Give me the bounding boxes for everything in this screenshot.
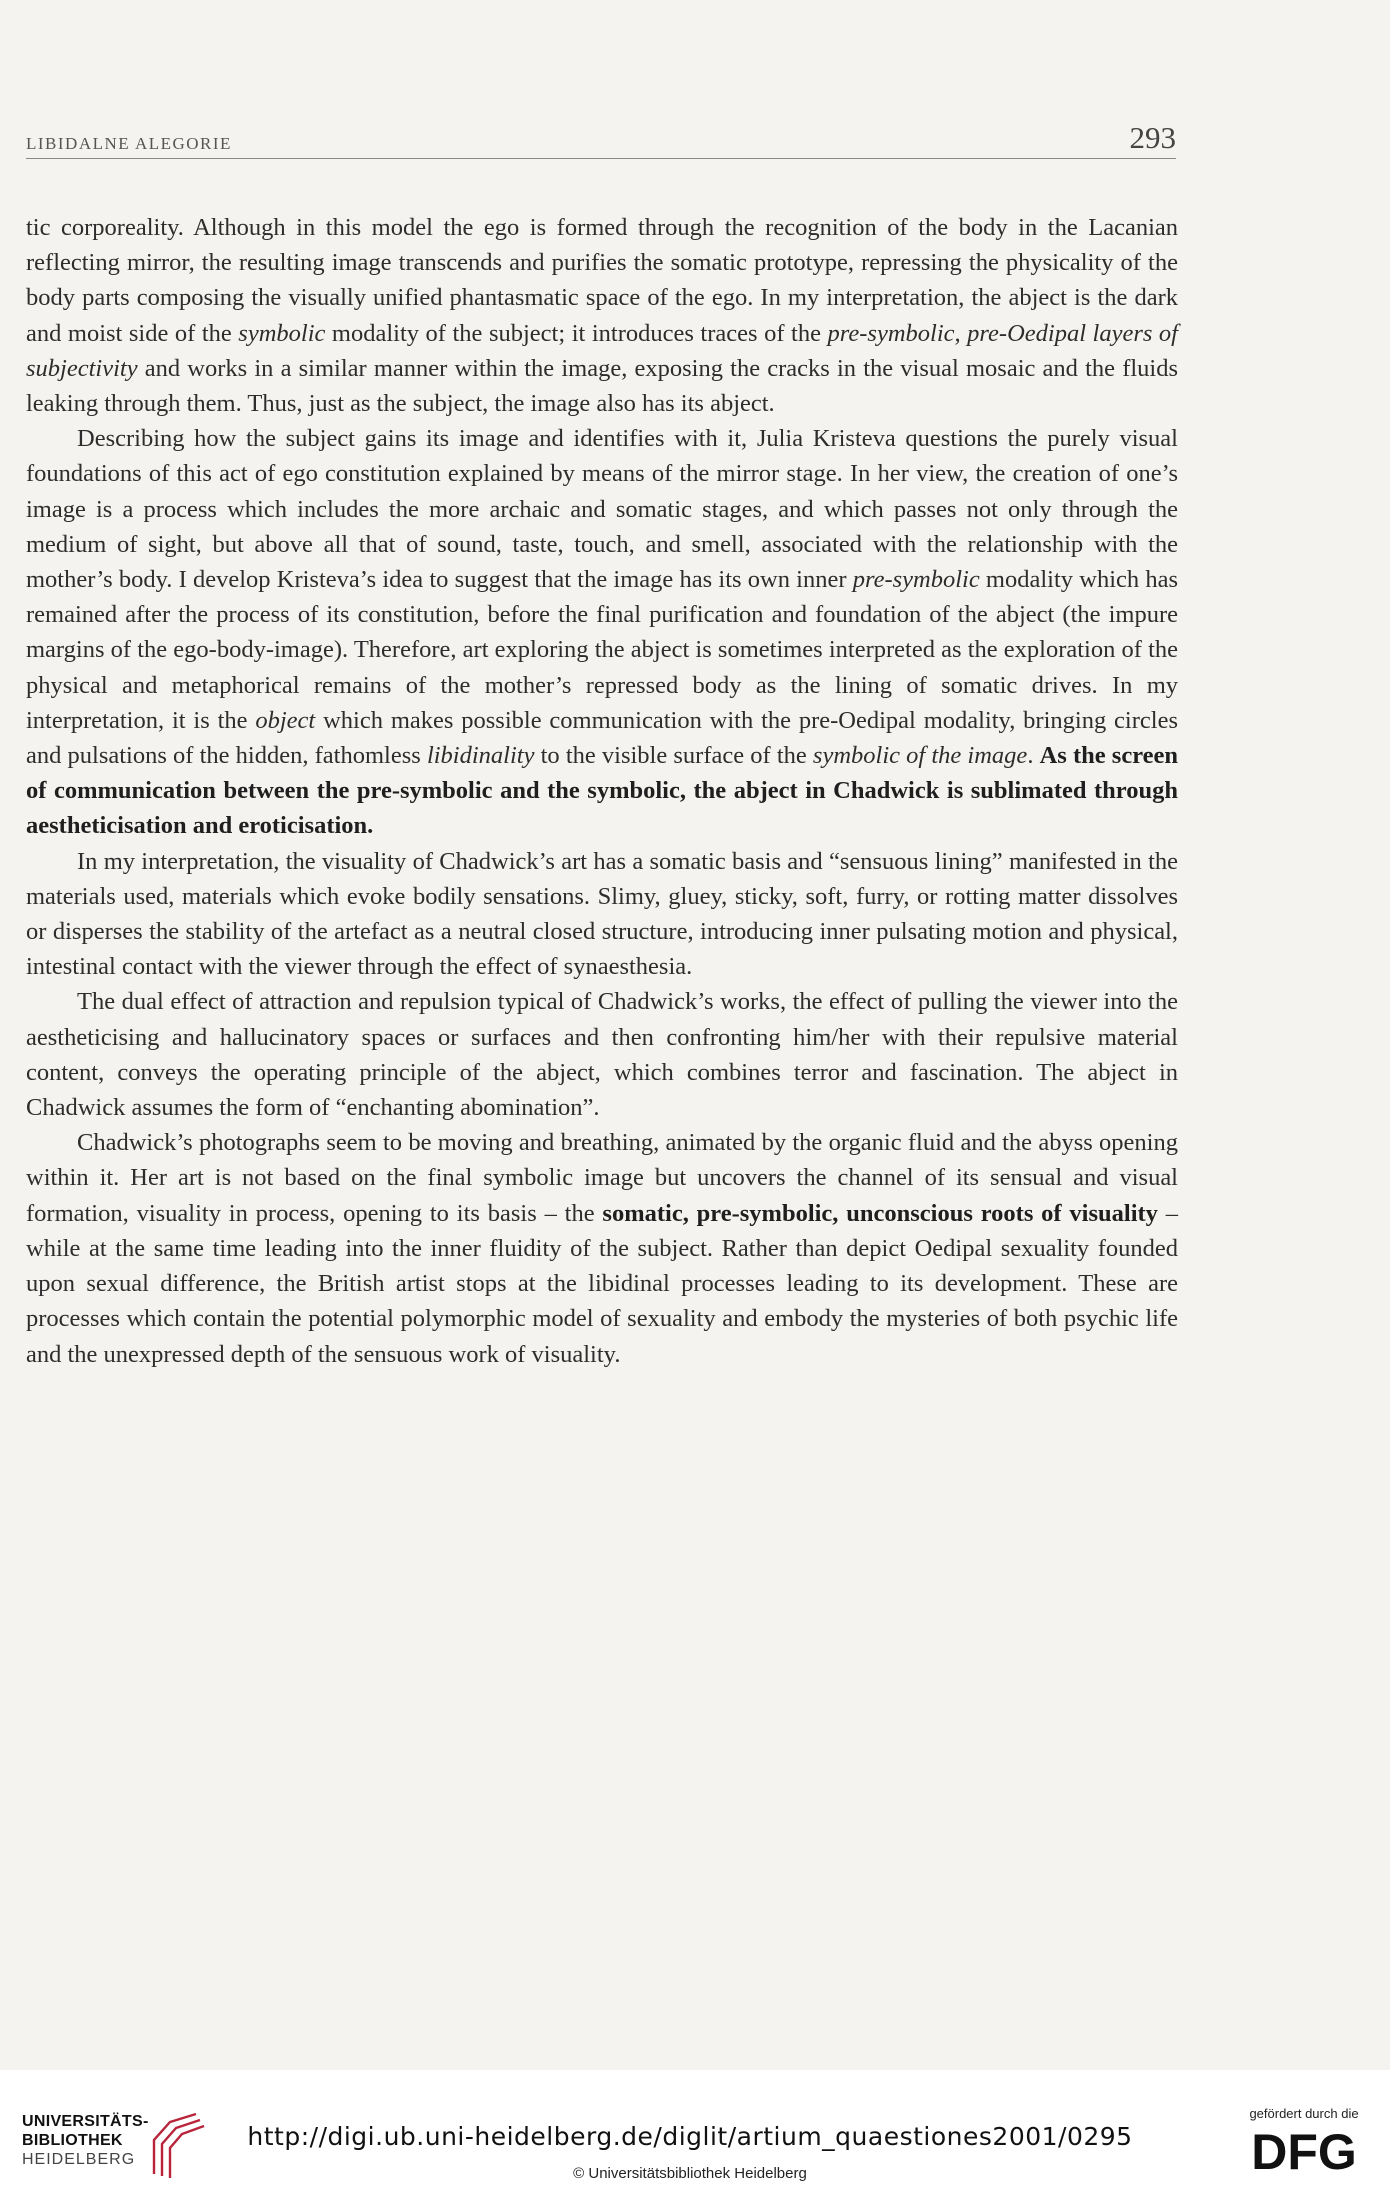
text-run: Describing how the subject gains its image and identifies with it, Julia Kristeva questions the purely visual foundations of this act of ego constitution explained by means of the mirror stage. In her view, the creation of one’s image is a process which includes the more archaic and somatic stages, and which passes not only through the medium of sight, but above all that of sound, taste, touch, and smell, associated with the relationship with the mother’s body. I develop Kristeva’s idea to suggest that the image has its own inner xyxy=(26,425,1178,594)
italic-text: symbolic of the image xyxy=(812,742,1028,770)
library-logo[interactable] xyxy=(22,2112,212,2180)
body-text xyxy=(26,210,1178,1372)
bold-text: somatic, pre-symbolic, unconscious roots of visuality xyxy=(602,1199,1158,1227)
bold-text: As the screen of communication between the pre-symbolic and the symbolic, the abject in Chadwick is sublimated through aestheticisation and eroticisation. xyxy=(26,742,1178,840)
text-run: modality which has remained after the process of its constitution, before the final purification and foundation of the abject (the impure margins of the ego-body-image). Therefore, art exploring the abject is sometimes interpreted as the exploration of the physical and metaphorical remains of the mother’s repressed body as the lining of somatic drives. In my interpretation, it is the xyxy=(26,566,1179,734)
text-run: Chadwick’s photographs seem to be moving and breathing, animated by the organic fluid and the abyss opening within it. Her art is not based on the final symbolic image but uncovers the channel of its sensual and visual formation, visuality in process, opening to its basis – the xyxy=(26,1129,1178,1227)
paragraph xyxy=(26,210,1178,421)
italic-text: symbolic xyxy=(238,319,326,347)
library-name-line1: UNIVERSITÄTS- xyxy=(22,2113,149,2130)
text-run: – while at the same time leading into the inner fluidity of the subject. Rather than depict Oedipal sexuality founded upon sexual difference, the British artist stops at the libidinal processes leading to its development. These are processes which contain the potential polymorphic model of sexuality and embody the mysteries of both psychic life and the unexpressed depth of the sensuous work of visuality. xyxy=(26,1199,1179,1368)
dfg-logo-text: DFG xyxy=(1251,2124,1357,2175)
paragraph xyxy=(26,984,1178,1125)
text-run: to the visible surface of the xyxy=(534,742,813,770)
text-run: . xyxy=(1027,742,1040,770)
library-name-line3: HEIDELBERG xyxy=(22,2151,136,2168)
running-head-title: LIBIDALNE ALEGORIE xyxy=(26,134,232,153)
text-run: and works in a similar manner within the image, exposing the cracks in the visual mosaic and the fluids leaking through them. Thus, just as the subject, the image also has its abject. xyxy=(26,354,1178,418)
text-run: modality of the subject; it introduces traces of the xyxy=(325,319,828,347)
paragraph xyxy=(26,844,1178,985)
italic-text: pre-symbolic, pre-Oedipal layers of subjectivity xyxy=(26,319,1178,382)
paragraph xyxy=(26,421,1178,843)
text-run: The dual effect of attraction and repulsion typical of Chadwick’s works, the effect of pulling the viewer into the aestheticising and hallucinatory spaces or surfaces and then confronting him/her with their repulsive material content, conveys the operating principle of the abject, which combines terror and fascination. The abject in Chadwick assumes the form of “enchanting abomination”. xyxy=(26,988,1178,1122)
funder-caption: gefördert durch die xyxy=(1249,2106,1359,2121)
text-run: In my interpretation, the visuality of Chadwick’s art has a somatic basis and “sensuous lining” manifested in the materials used, materials which evoke bodily sensations. Slimy, gluey, sticky, soft, furry, or rotting matter dissolves or disperses the stability of the artefact as a neutral closed structure, introducing inner pulsating motion and physical, intestinal contact with the viewer through the effect of synaesthesia. xyxy=(26,847,1178,981)
text-run: tic corporeality. Although in this model the ego is formed through the recognition of the body in the Lacanian reflecting mirror, the resulting image transcends and purifies the somatic prototype, repressing the physicality of the body parts composing the visually unified phantasmatic space of the ego. In my interpretation, the abject is the dark and moist side of the xyxy=(26,214,1178,347)
italic-text: libidinality xyxy=(426,742,535,770)
copyright-notice: © Universitätsbibliothek Heidelberg xyxy=(573,2165,807,2182)
funder-logo[interactable] xyxy=(1234,2106,1374,2186)
italic-text: object xyxy=(255,706,316,734)
text-run: which makes possible communication with the pre-Oedipal modality, bringing circles and pulsations of the hidden, fathomless xyxy=(26,706,1178,770)
italic-text: pre-symbolic xyxy=(852,566,980,594)
page-number: 293 xyxy=(1129,120,1176,155)
digitization-footer xyxy=(0,2070,1390,2206)
paragraph xyxy=(26,1125,1178,1371)
running-head xyxy=(26,118,1176,159)
library-name-line2: BIBLIOTHEK xyxy=(22,2132,123,2149)
dfg-logo-icon xyxy=(1239,2123,1369,2175)
library-mark-icon xyxy=(150,2110,210,2180)
permalink-url[interactable]: http://digi.ub.uni-heidelberg.de/diglit/artium_quaestiones2001/0295 xyxy=(247,2122,1133,2151)
